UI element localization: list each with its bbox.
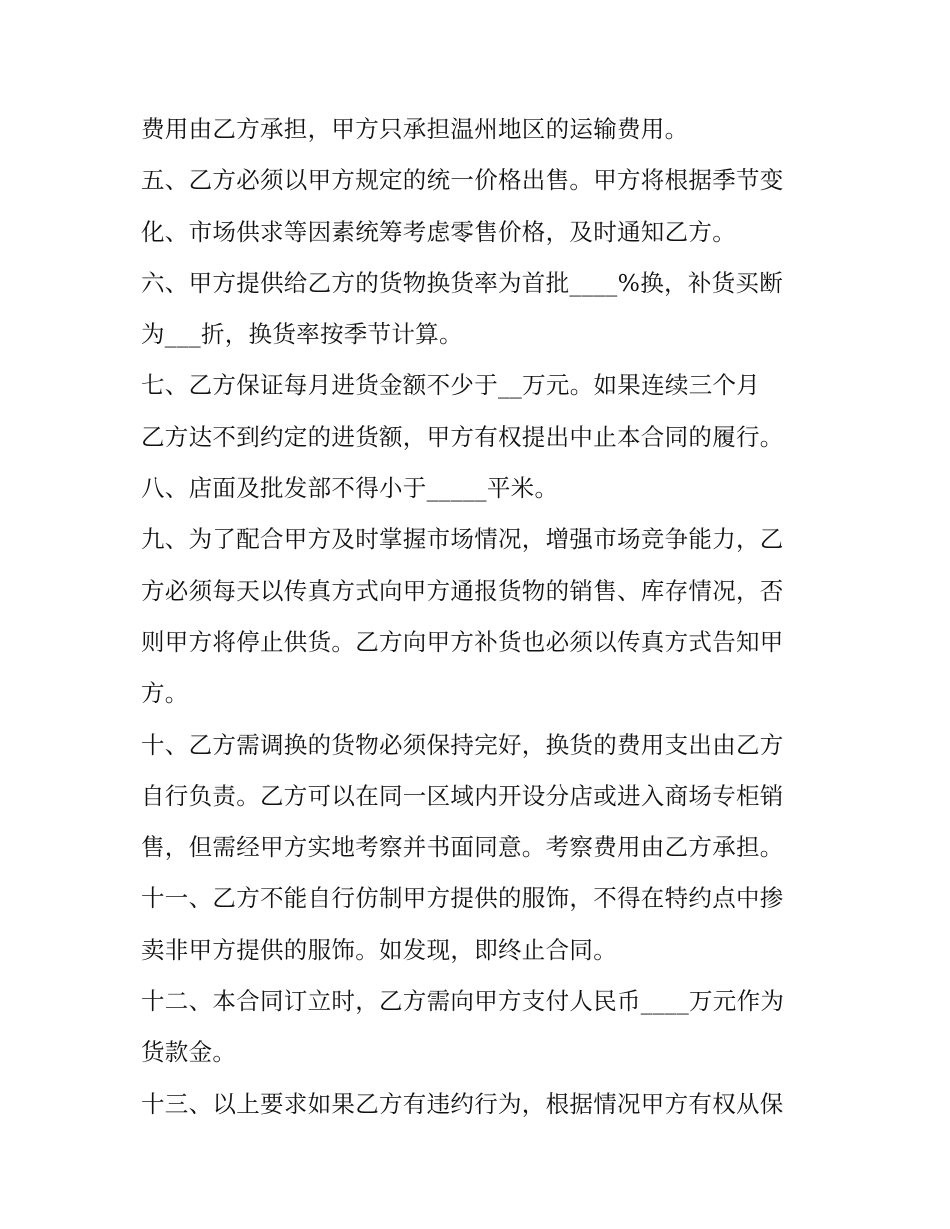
text-line: 十三、以上要求如果乙方有违约行为，根据情况甲方有权从保: [141, 1089, 784, 1118]
text-line: 九、为了配合甲方及时掌握市场情况，增强市场竞争能力，乙: [141, 525, 784, 554]
text-line: 十、乙方需调换的货物必须保持完好，换货的费用支出由乙方: [141, 730, 784, 759]
text-line: 五、乙方必须以甲方规定的统一价格出售。甲方将根据季节变: [141, 166, 784, 195]
text-line: 费用由乙方承担，甲方只承担温州地区的运输费用。: [141, 115, 689, 143]
text-line: 乙方达不到约定的进货额，甲方有权提出中止本合同的履行。: [141, 422, 784, 451]
text-line: 货款金。: [141, 1038, 237, 1067]
text-line: 化、市场供求等因素统筹考虑零售价格，及时通知乙方。: [141, 217, 736, 246]
text-line: 方必须每天以传真方式向甲方通报货物的销售、库存情况，否: [141, 576, 784, 605]
text-line: 十一、乙方不能自行仿制甲方提供的服饰，不得在特约点中掺: [141, 884, 784, 913]
text-line: 十二、本合同订立时，乙方需向甲方支付人民币____万元作为: [141, 987, 785, 1016]
contract-text-body: [141, 104, 841, 1130]
text-line: 六、甲方提供给乙方的货物换货率为首批____%换，补货买断: [141, 268, 784, 297]
text-line: 八、店面及批发部不得小于_____平米。: [141, 474, 559, 503]
text-line: 为___折，换货率按季节计算。: [141, 320, 463, 349]
text-line: 七、乙方保证每月进货金额不少于__万元。如果连续三个月: [141, 371, 761, 400]
text-line: 则甲方将停止供货。乙方向甲方补货也必须以传真方式告知甲: [141, 627, 784, 656]
text-line: 卖非甲方提供的服饰。如发现，即终止合同。: [141, 935, 617, 964]
text-line: 售，但需经甲方实地考察并书面同意。考察费用由乙方承担。: [141, 833, 784, 862]
text-line: 方。: [141, 679, 189, 708]
text-line: 自行负责。乙方可以在同一区域内开设分店或进入商场专柜销: [141, 781, 784, 810]
